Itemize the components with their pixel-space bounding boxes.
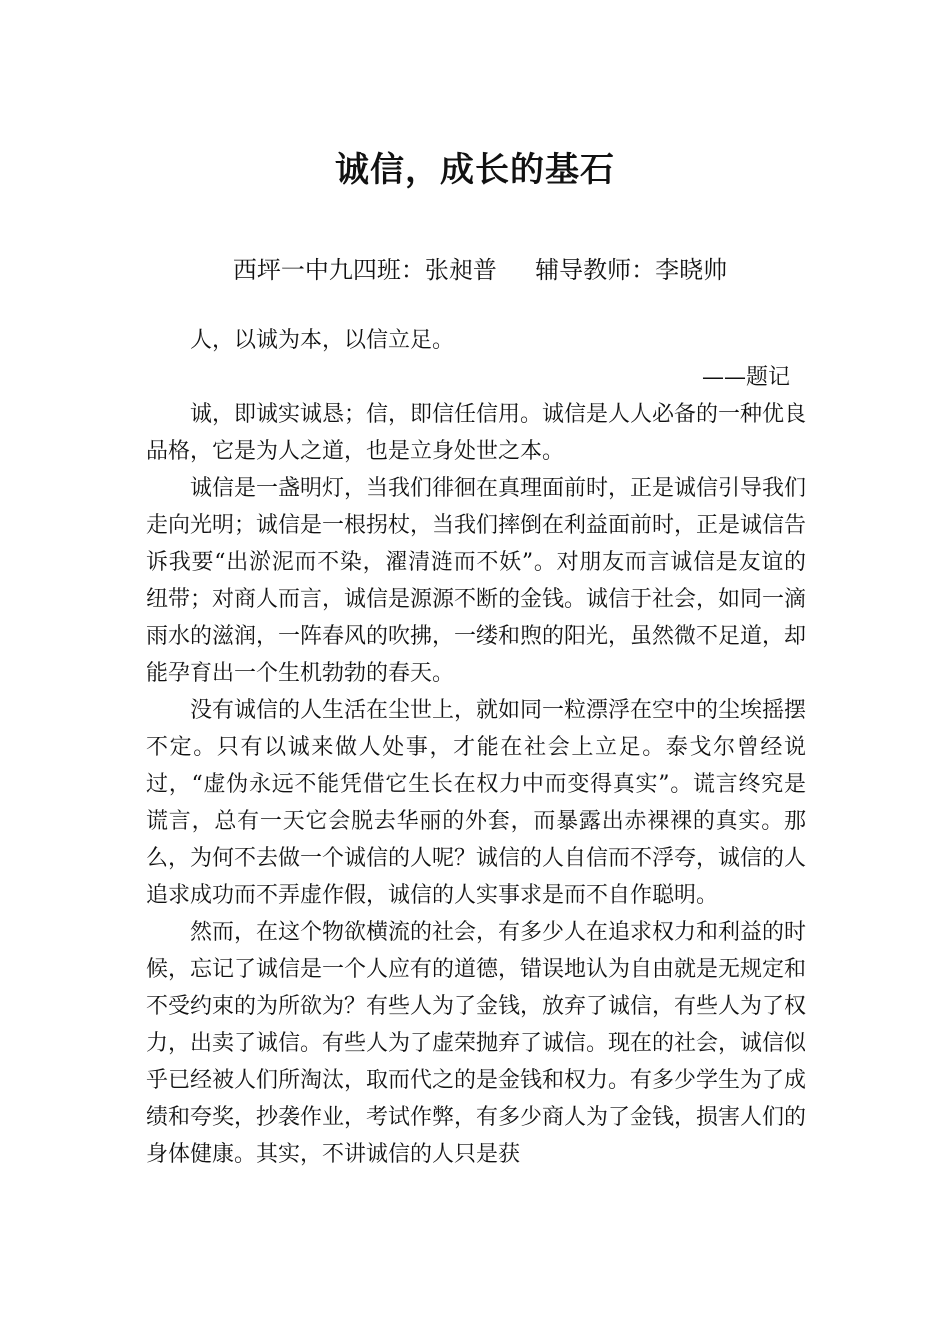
- epigraph-signature: ——题记: [701, 365, 790, 390]
- epigraph: 人，以诚为本，以信立足。: [190, 328, 455, 353]
- paragraph: 没有诚信的人生活在尘世上，就如同一粒漂浮在空中的尘埃摇摆不定。只有以诚来做人处事，才能在社会上立足。泰戈尔曾经说过，“虚伪永远不能凭借它生长在权力中而变得真实”。谎言终究是谎言，总有一天它会脱去华丽的外套，而暴露出赤裸裸的真实。那么，为何不去做一个诚信的人呢？诚信的人自信而不浮夸，诚信的人追求成功而不弄虚作假，诚信的人实事求是而不自作聪明。: [146, 698, 807, 908]
- paragraph: 然而，在这个物欲横流的社会，有多少人在追求权力和利益的时候，忘记了诚信是一个人应有的道德，错误地认为自由就是无规定和不受约束的为所欲为？有些人为了金钱，放弃了诚信，有些人为了权力，出卖了诚信。有些人为了虚荣抛弃了诚信。现在的社会，诚信似乎已经被人们所淘汰，取而代之的是金钱和权力。有多少学生为了成绩和夸奖，抄袭作业，考试作弊，有多少商人为了金钱，损害人们的身体健康。其实，不讲诚信的人只是获: [146, 920, 807, 1167]
- essay-body: [146, 322, 806, 1173]
- author-byline: 西坪一中九四班：张昶普 辅导教师：李晓帅: [232, 256, 728, 284]
- paragraph: 诚，即诚实诚恳；信，即信任信用。诚信是人人必备的一种优良品格，它是为人之道，也是立身处世之本。: [146, 402, 807, 464]
- essay-title: 诚信，成长的基石: [335, 150, 615, 190]
- paragraph: 诚信是一盏明灯，当我们徘徊在真理面前时，正是诚信引导我们走向光明；诚信是一根拐杖，当我们摔倒在利益面前时，正是诚信告诉我要“出淤泥而不染，濯清涟而不妖”。对朋友而言诚信是友谊的纽带；对商人而言，诚信是源源不断的金钱。诚信于社会，如同一滴雨水的滋润，一阵春风的吹拂，一缕和煦的阳光，虽然微不足道，却能孕育出一个生机勃勃的春天。: [146, 476, 807, 686]
